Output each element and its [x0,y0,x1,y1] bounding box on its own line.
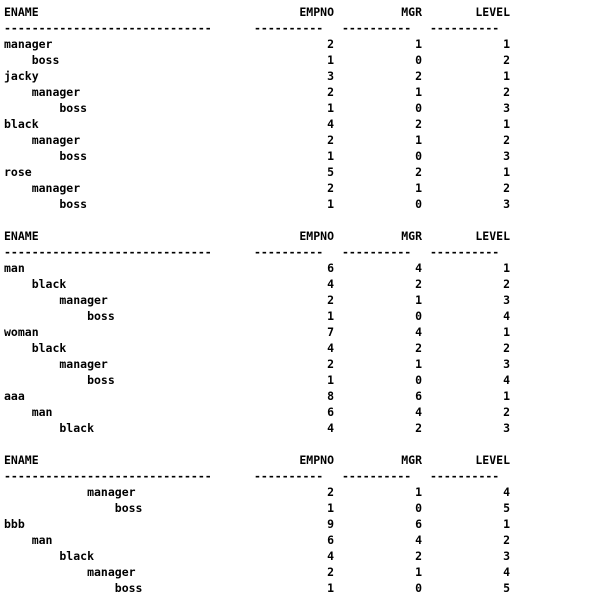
cell-level: 5 [503,501,510,515]
cell-ename: aaa [4,389,25,403]
cell-ename: boss [4,149,88,163]
cell-level: 2 [503,277,510,291]
cell-empno: 1 [327,309,334,323]
cell-mgr: 0 [415,101,422,115]
cell-mgr: 2 [415,165,422,179]
cell-empno: 4 [327,341,334,355]
cell-empno: 2 [327,293,334,307]
cell-ename: boss [4,53,60,67]
cell-empno: 7 [327,325,334,339]
separator-ename: ------------------------------ [4,21,212,35]
cell-level: 3 [503,357,510,371]
separator-mgr: ---------- [342,245,412,259]
cell-level: 2 [503,85,510,99]
column-header-ename: ENAME [4,453,39,467]
cell-ename: manager [4,133,81,147]
cell-ename: rose [4,165,32,179]
cell-mgr: 2 [415,69,422,83]
cell-mgr: 4 [415,533,422,547]
cell-ename: black [4,341,67,355]
separator-empno: ---------- [254,21,324,35]
cell-empno: 6 [327,261,334,275]
cell-level: 4 [503,373,510,387]
cell-ename: boss [4,581,143,595]
cell-ename: woman [4,325,39,339]
cell-level: 4 [503,309,510,323]
cell-ename: man [4,405,53,419]
column-header-mgr: MGR [401,453,422,467]
cell-ename: jacky [4,69,39,83]
cell-level: 2 [503,533,510,547]
cell-mgr: 1 [415,485,422,499]
cell-level: 1 [503,37,510,51]
separator-ename: ------------------------------ [4,245,212,259]
cell-ename: boss [4,501,143,515]
cell-empno: 2 [327,565,334,579]
column-header-mgr: MGR [401,5,422,19]
cell-level: 3 [503,549,510,563]
cell-level: 3 [503,197,510,211]
cell-mgr: 0 [415,309,422,323]
cell-ename: bbb [4,517,25,531]
cell-level: 1 [503,69,510,83]
cell-empno: 1 [327,149,334,163]
cell-mgr: 2 [415,117,422,131]
column-header-level: LEVEL [475,229,510,243]
cell-empno: 8 [327,389,334,403]
cell-level: 4 [503,565,510,579]
cell-mgr: 4 [415,261,422,275]
cell-mgr: 1 [415,357,422,371]
cell-ename: boss [4,101,88,115]
cell-ename: boss [4,309,115,323]
separator-empno: ---------- [254,469,324,483]
cell-ename: boss [4,373,115,387]
cell-level: 3 [503,149,510,163]
cell-level: 1 [503,165,510,179]
cell-empno: 6 [327,533,334,547]
column-header-level: LEVEL [475,5,510,19]
cell-mgr: 6 [415,517,422,531]
cell-level: 5 [503,581,510,595]
cell-mgr: 4 [415,325,422,339]
cell-ename: black [4,421,95,435]
cell-empno: 4 [327,421,334,435]
cell-level: 2 [503,133,510,147]
cell-mgr: 1 [415,85,422,99]
cell-mgr: 0 [415,197,422,211]
cell-ename: manager [4,293,108,307]
cell-ename: boss [4,197,88,211]
cell-ename: manager [4,181,81,195]
cell-mgr: 1 [415,565,422,579]
cell-empno: 1 [327,581,334,595]
column-header-mgr: MGR [401,229,422,243]
separator-level: ---------- [430,245,500,259]
cell-level: 1 [503,389,510,403]
cell-empno: 1 [327,501,334,515]
cell-ename: black [4,117,39,131]
cell-level: 3 [503,101,510,115]
cell-level: 1 [503,517,510,531]
column-header-empno: EMPNO [299,5,334,19]
column-header-empno: EMPNO [299,453,334,467]
cell-ename: black [4,549,95,563]
cell-mgr: 0 [415,149,422,163]
cell-empno: 1 [327,101,334,115]
separator-mgr: ---------- [342,21,412,35]
separator-ename: ------------------------------ [4,469,212,483]
cell-mgr: 0 [415,501,422,515]
separator-mgr: ---------- [342,469,412,483]
cell-mgr: 6 [415,389,422,403]
cell-ename: manager [4,85,81,99]
cell-level: 3 [503,421,510,435]
cell-empno: 6 [327,405,334,419]
column-header-ename: ENAME [4,229,39,243]
cell-ename: manager [4,37,53,51]
cell-mgr: 2 [415,549,422,563]
cell-mgr: 4 [415,405,422,419]
cell-empno: 2 [327,485,334,499]
cell-empno: 2 [327,85,334,99]
cell-empno: 5 [327,165,334,179]
cell-ename: man [4,533,53,547]
cell-ename: manager [4,357,108,371]
cell-mgr: 1 [415,181,422,195]
cell-empno: 4 [327,117,334,131]
cell-empno: 3 [327,69,334,83]
cell-level: 2 [503,341,510,355]
cell-mgr: 1 [415,133,422,147]
cell-level: 1 [503,325,510,339]
cell-ename: black [4,277,67,291]
cell-level: 1 [503,117,510,131]
cell-empno: 1 [327,197,334,211]
cell-mgr: 1 [415,293,422,307]
cell-ename: man [4,261,25,275]
cell-empno: 4 [327,549,334,563]
cell-empno: 1 [327,373,334,387]
cell-mgr: 2 [415,421,422,435]
cell-empno: 2 [327,133,334,147]
cell-level: 2 [503,53,510,67]
cell-mgr: 0 [415,373,422,387]
cell-mgr: 2 [415,277,422,291]
cell-empno: 2 [327,37,334,51]
separator-level: ---------- [430,469,500,483]
column-header-level: LEVEL [475,453,510,467]
cell-ename: manager [4,565,136,579]
column-header-empno: EMPNO [299,229,334,243]
cell-empno: 9 [327,517,334,531]
separator-empno: ---------- [254,245,324,259]
cell-mgr: 0 [415,581,422,595]
cell-level: 3 [503,293,510,307]
column-header-ename: ENAME [4,5,39,19]
cell-mgr: 2 [415,341,422,355]
separator-level: ---------- [430,21,500,35]
cell-empno: 2 [327,181,334,195]
cell-ename: manager [4,485,136,499]
cell-mgr: 1 [415,37,422,51]
cell-level: 2 [503,405,510,419]
cell-empno: 1 [327,53,334,67]
cell-mgr: 0 [415,53,422,67]
cell-level: 4 [503,485,510,499]
cell-empno: 4 [327,277,334,291]
cell-empno: 2 [327,357,334,371]
cell-level: 2 [503,181,510,195]
cell-level: 1 [503,261,510,275]
